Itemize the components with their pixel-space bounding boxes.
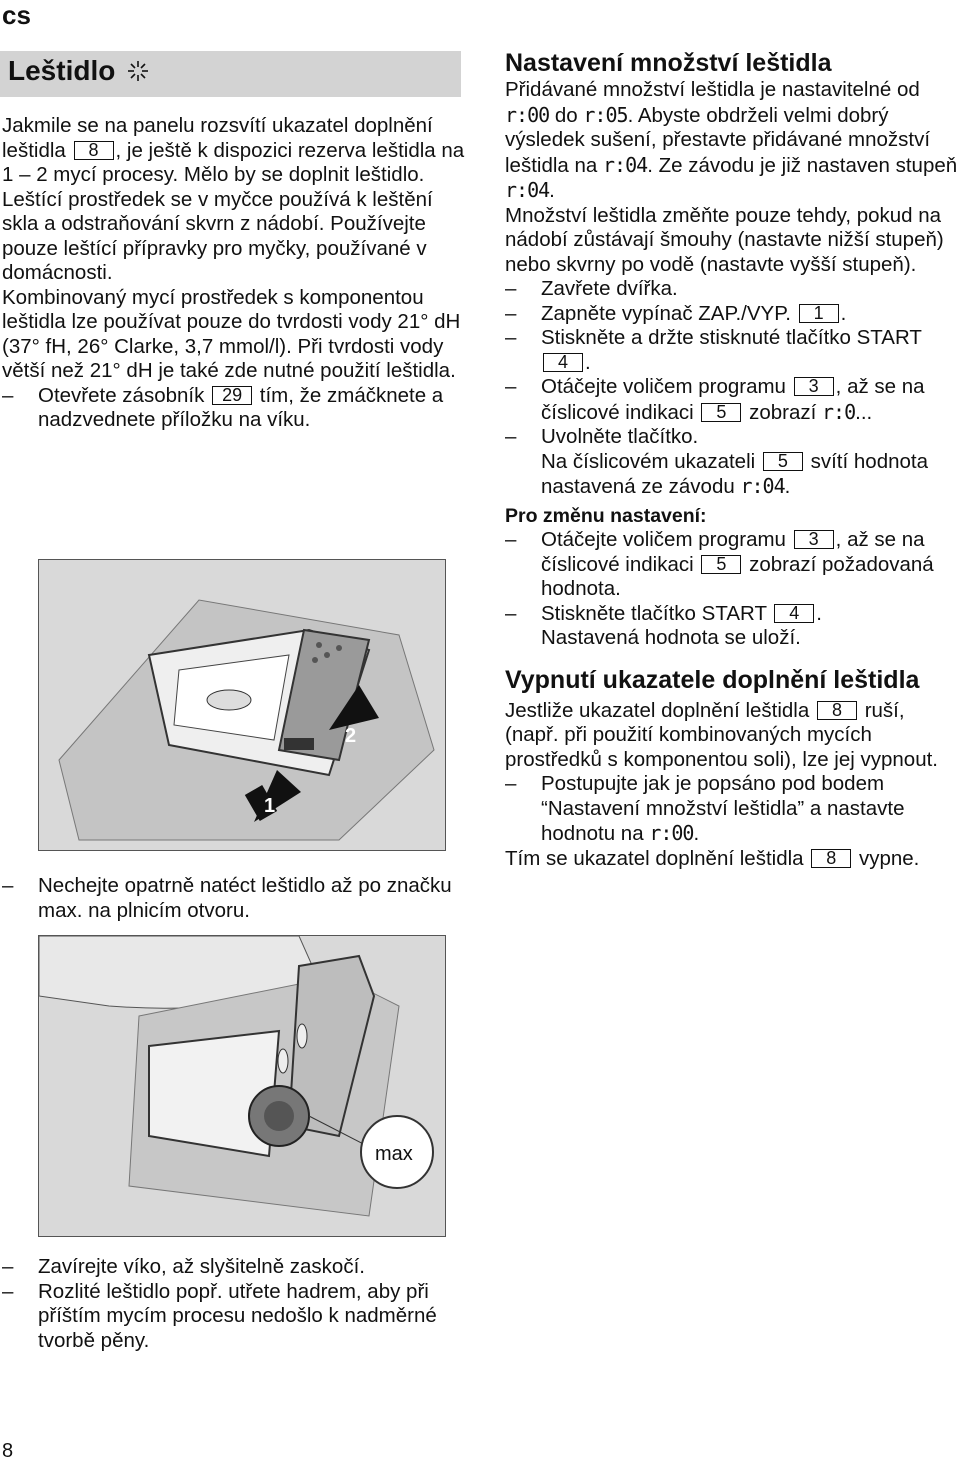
- selector-ref: 3: [794, 530, 834, 549]
- paragraph-combined-detergent: Kombinovaný mycí prostředek s komponentou leštidla lze používat pouze do tvrdosti vody 21° dH (37° fH, 26° Clarke, 3,7 mmol/l). Při tvrdosti vody větší než 21° dH je také zde nutné použití leštidla.: [2, 285, 461, 382]
- text: Jakmile se na panelu rozsvítí ukazatel doplnění leštidla: [2, 114, 433, 162]
- text: Jestliže ukazatel doplnění leštidla: [505, 698, 810, 722]
- switch-ref: 1: [799, 304, 839, 323]
- paragraph-change-when: Množství leštidla změňte pouze tehdy, pokud na nádobí zůstávají šmouhy (nastavte nižší stupeň) nebo skvrny po vodě (nastavte vyšší stupeň).: [505, 203, 944, 276]
- refill-indicator-ref: 8: [811, 849, 851, 868]
- text: , je ještě k dispozici rezerva leštidla na 1 – 2 mycí procesy. Mělo by se doplnit leštidlo.: [2, 138, 465, 186]
- step-hold-start: – Stiskněte a držte stisknuté tlačítko START 4 .: [505, 326, 922, 374]
- text: Zapněte vypínač ZAP./VYP.: [541, 301, 791, 325]
- rinse-aid-fill-illustration: [38, 935, 446, 1237]
- paragraph-usage: Leštící prostředek se v myčce používá k leštění skla a odstraňování skvrn z nádobí. Používejte pouze leštící přípravky pro myčky, používané v domácnosti.: [2, 187, 433, 284]
- section-title-text: Leštidlo: [8, 55, 116, 86]
- text: Zavřete dvířka.: [541, 277, 678, 300]
- step-release: – Uvolněte tlačítko. Na číslicovém ukazateli 5 svítí hodnota nastavená ze závodu r:04.: [505, 425, 928, 498]
- sparkle-icon: [125, 58, 151, 84]
- start-ref: 4: [543, 353, 583, 372]
- dash: –: [505, 772, 517, 795]
- display-value: r:04: [740, 474, 785, 498]
- left-column: [2, 114, 472, 433]
- language-code: cs: [2, 0, 31, 30]
- page-number: 8: [2, 1440, 14, 1462]
- text: Postupujte jak je popsáno pod bodem “Nastavení množství leštidla” a nastavte hodnotu na: [541, 772, 905, 845]
- text: tím, že zmáčknete a nadzvednete příložku na víku.: [38, 383, 444, 431]
- paragraph-disable: [505, 699, 960, 773]
- dash: –: [505, 425, 517, 448]
- heading-disable-indicator: Vypnutí ukazatele doplnění leštidla: [505, 665, 920, 694]
- dash: –: [2, 874, 14, 897]
- display-value: r:04: [603, 152, 648, 177]
- start-ref: 4: [774, 604, 814, 623]
- display-value: r:05: [583, 102, 628, 127]
- step-turn-selector: [505, 375, 960, 425]
- text: vypne.: [858, 846, 920, 870]
- dispenser-ref: 29: [212, 386, 252, 405]
- text: Stiskněte a držte stisknuté tlačítko START: [541, 326, 922, 349]
- refill-indicator-ref: 8: [817, 701, 857, 720]
- heading-change-setting: Pro změnu nastavení:: [505, 504, 707, 527]
- dash: –: [2, 1279, 14, 1303]
- refill-indicator-ref: 8: [74, 141, 114, 160]
- text: ruší, (např. při použití kombinovaných mycích prostředků s komponentou soli), lze jej vypnout.: [505, 698, 939, 771]
- dash: –: [2, 1255, 14, 1278]
- text: ...: [855, 400, 873, 424]
- right-column: [505, 48, 960, 871]
- step-switch-on: – Zapněte vypínač ZAP./VYP. 1 .: [505, 301, 847, 325]
- selector-ref: 3: [794, 377, 834, 396]
- dash: –: [2, 383, 14, 407]
- text: Uvolněte tlačítko.: [541, 425, 699, 448]
- text: zobrazí požadovaná hodnota.: [541, 552, 934, 600]
- paragraph-refill-indicator: [2, 114, 472, 188]
- paragraph-amount: [505, 78, 960, 204]
- dash: –: [505, 277, 517, 300]
- heading-amount: Nastavení množství leštidla: [505, 49, 832, 77]
- display-ref: 5: [763, 452, 803, 471]
- text: Nastavená hodnota se uloží.: [541, 626, 801, 649]
- text: svítí hodnota nastavená ze závodu: [541, 449, 928, 498]
- step-close-door: [505, 277, 960, 302]
- text: Tím se ukazatel doplnění leštidla: [505, 846, 804, 870]
- step-open-dispenser: [2, 384, 472, 433]
- text: . Ze závodu je již nastaven stupeň: [647, 153, 958, 177]
- step-fill-rinse-aid: [2, 874, 462, 923]
- text: Otáčejte voličem programu: [541, 528, 786, 551]
- dispenser-open-illustration: [38, 559, 446, 851]
- figure-label-2: 2: [345, 725, 357, 747]
- text: Rozlité leštidlo popř. utřete hadrem, aby při příštím mycím procesu nedošlo k nadměrné tvorbě pěny.: [38, 1279, 437, 1352]
- display-value: r:0: [822, 399, 856, 424]
- figure-label-1: 1: [264, 795, 276, 817]
- section-title: [8, 55, 151, 87]
- paragraph-disable-result: [505, 847, 960, 872]
- step-change-turn: [505, 528, 960, 602]
- text: zobrazí: [749, 400, 817, 424]
- text: . Abyste obdrželi velmi dobrý výsledek sušení, přestavte přidávané množství leštidla na: [505, 103, 931, 177]
- text: do: [554, 103, 578, 127]
- dash: –: [505, 601, 517, 625]
- step-change-start: – Stiskněte tlačítko START 4 . Nastavená hodnota se uloží.: [505, 601, 822, 649]
- dash: –: [505, 301, 517, 325]
- dash: –: [505, 326, 517, 349]
- text: .: [549, 179, 555, 202]
- dash: –: [505, 375, 517, 398]
- display-value: r:04: [505, 178, 550, 202]
- text: , až se na číslicové indikaci: [541, 375, 925, 424]
- text: Otáčejte voličem programu: [541, 375, 786, 398]
- text: Na číslicovém ukazateli: [541, 449, 756, 473]
- text: Otevřete zásobník: [38, 383, 205, 407]
- max-label: max: [375, 1143, 413, 1165]
- text: , až se na číslicové indikaci: [541, 528, 925, 576]
- display-ref: 5: [701, 403, 741, 422]
- step-disable: – Postupujte jak je popsáno pod bodem “Nastavení množství leštidla” a nastavte hodnotu na r:00.: [505, 772, 905, 845]
- left-bottom-steps: [2, 1255, 472, 1353]
- display-value: r:00: [649, 821, 694, 845]
- display-ref: 5: [701, 555, 741, 574]
- step-wipe-spill: [2, 1280, 472, 1354]
- text: Zavírejte víko, až slyšitelně zaskočí.: [38, 1255, 365, 1278]
- text: Stiskněte tlačítko START: [541, 601, 767, 625]
- display-value: r:00: [505, 102, 550, 127]
- text: Přidávané množství leštidla je nastavitelné od: [505, 78, 920, 101]
- step-close-lid: [2, 1255, 472, 1280]
- text: Nechejte opatrně natéct leštidlo až po značku max. na plnicím otvoru.: [38, 874, 452, 922]
- dash: –: [505, 528, 517, 551]
